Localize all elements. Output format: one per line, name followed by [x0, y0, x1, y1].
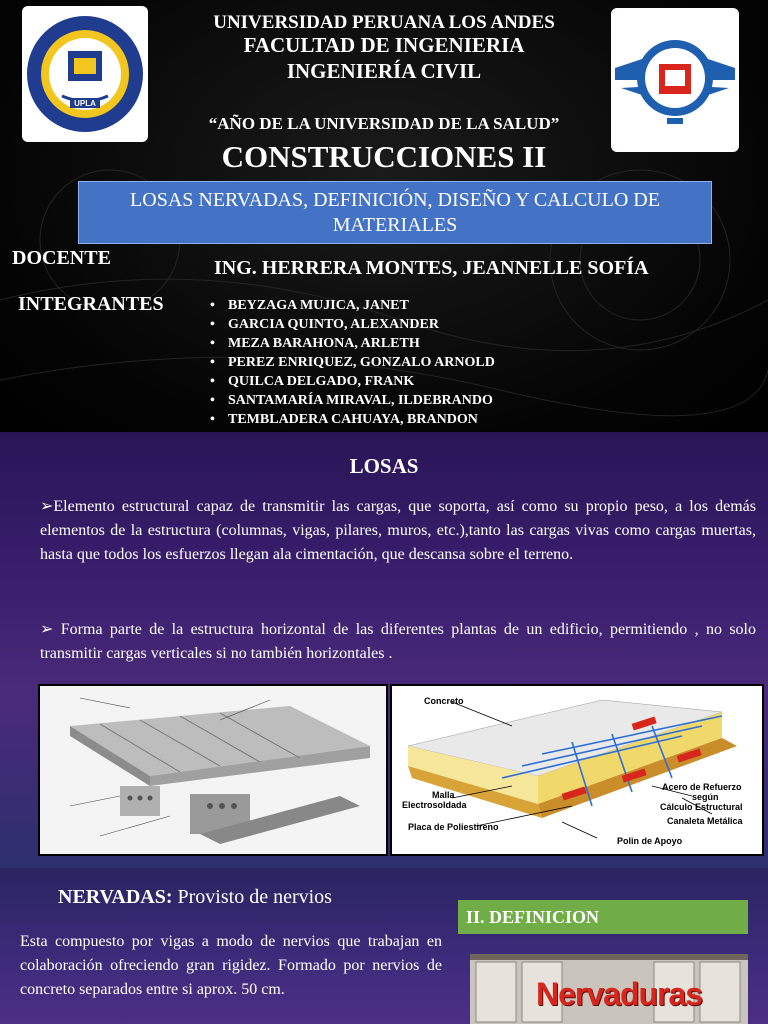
losas-bullet-2: ➢ Forma parte de la estructura horizontal de las diferentes plantas de un edificio, permitiendo , no solo transmitir cargas verticales si no también horizontales . [40, 621, 756, 662]
list-item: • MEZA BARAHONA, ARLETH [210, 336, 420, 351]
topic-box [78, 181, 712, 244]
slab-diagram-right [390, 684, 764, 856]
label-canaleta: Canaleta Metálica [667, 816, 743, 826]
label-acero-1: Acero de Refuerzo [662, 782, 742, 792]
nervaduras-photo [470, 954, 748, 1024]
course-title: CONSTRUCCIONES II [221, 139, 547, 174]
members-list [210, 296, 495, 429]
label-polin: Polin de Apoyo [617, 836, 683, 846]
label-electrosoldada: Electrosoldada [402, 800, 467, 810]
docente-name: ING. HERRERA MONTES, JEANNELLE SOFÍA [214, 257, 649, 279]
upla-abbr: UPLA [74, 99, 96, 108]
arrow-bullet-icon: ➢ [40, 498, 54, 515]
list-item: • GARCIA QUINTO, ALEXANDER [210, 317, 439, 332]
arrow-bullet-icon: ➢ [40, 621, 61, 638]
career-name: INGENIERÍA CIVIL [286, 59, 482, 83]
label-acero-3: Cálculo Estructural [660, 802, 743, 812]
losas-title: LOSAS [349, 454, 419, 478]
list-item: • SANTAMARÍA MIRAVAL, ILDEBRANDO [210, 393, 493, 408]
definicion-label: II. DEFINICION [466, 907, 600, 927]
nervadas-subtitle: Provisto de nervios [177, 886, 332, 908]
nervaduras-word: Nervaduras [536, 976, 703, 1012]
docente-label: DOCENTE [12, 247, 111, 269]
label-concreto: Concreto [424, 696, 464, 706]
losas-section [0, 432, 768, 868]
slab-image-left [38, 684, 388, 856]
year-motto: “AÑO DE LA UNIVERSIDAD DE LA SALUD” [208, 114, 560, 133]
cover-section [0, 0, 768, 432]
definicion-box [458, 900, 748, 934]
nervadas-title: NERVADAS: [58, 886, 173, 908]
list-item: • BEYZAGA MUJICA, JANET [210, 298, 409, 313]
losas-bullet-1: ➢Elemento estructural capaz de transmitir las cargas, que soporta, así como su propio peso, a los demás elementos de la estructura (columnas, vigas, pilares, muros, etc.),tanto las cargas vivas como cargas muertas, hasta que todos los esfuerzos llegan ala cimentación, que descansa sobre el terreno. [40, 498, 756, 563]
faculty-name: FACULTAD DE INGENIERIA [243, 33, 525, 57]
integrantes-label: INTEGRANTES [18, 293, 164, 315]
topic-title: LOSAS NERVADAS, DEFINICIÓN, DISEÑO Y CALCULO DE MATERIALES [130, 189, 660, 236]
label-malla: Malla [432, 790, 455, 800]
nervadas-heading [58, 886, 332, 909]
label-placa: Placa de Poliestireno [408, 822, 499, 832]
label-acero-2: según [692, 792, 719, 802]
list-item: • TEMBLADERA CAHUAYA, BRANDON [210, 412, 478, 427]
university-name: UNIVERSIDAD PERUANA LOS ANDES [213, 12, 555, 33]
nervadas-text: Esta compuesto por vigas a modo de nervios que trabajan en colaboración ofreciendo gran rigidez. Formado por nervios de concreto separados entre si aprox. 50 cm. [20, 933, 442, 998]
list-item: • QUILCA DELGADO, FRANK [210, 374, 415, 389]
list-item: • PEREZ ENRIQUEZ, GONZALO ARNOLD [210, 355, 495, 370]
precast-slab-illustration [40, 686, 386, 854]
